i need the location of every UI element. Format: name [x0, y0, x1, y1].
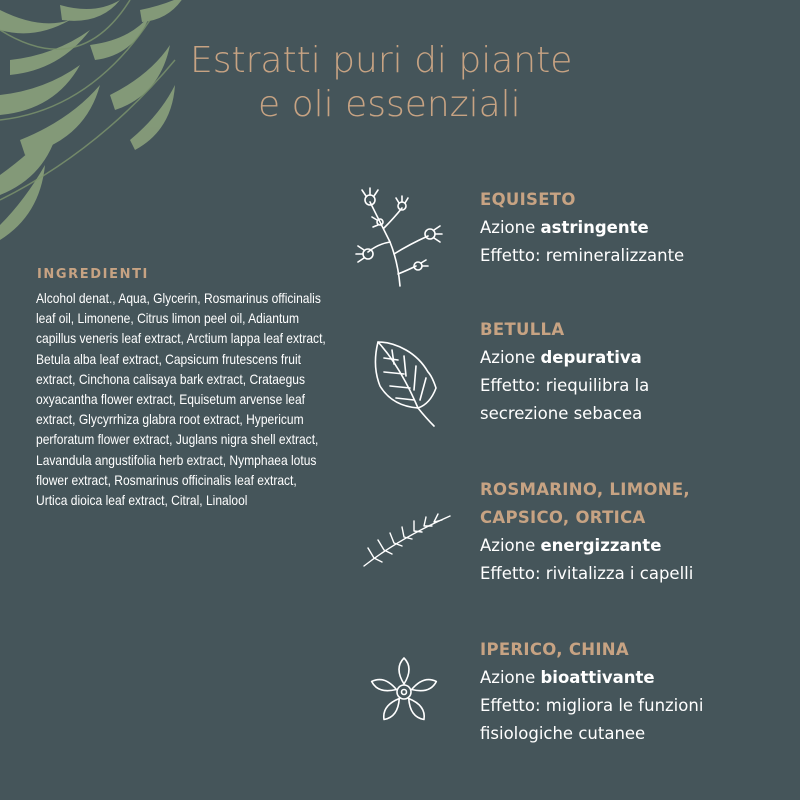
plant-action: Azione astringente — [480, 218, 649, 237]
plant-name: BETULLA — [480, 320, 565, 339]
rosemary-sprig-icon — [360, 508, 454, 570]
plant-action: Azione bioattivante — [480, 668, 655, 687]
plant-name: CAPSICO, ORTICA — [480, 508, 646, 527]
plant-name: EQUISETO — [480, 190, 576, 209]
plant-action-value: astringente — [540, 218, 649, 237]
plant-effect: Effetto: remineralizzante — [480, 246, 685, 265]
plant-effect: Effetto: migliora le funzioni — [480, 696, 704, 715]
ingredients-label: INGREDIENTI — [37, 267, 149, 282]
flower-icon — [366, 654, 442, 730]
plant-name: ROSMARINO, LIMONE, — [480, 480, 690, 499]
page-title-line-2: e oli essenziali — [258, 84, 521, 125]
plant-item-betulla — [480, 316, 790, 428]
plant-action-value: energizzante — [540, 536, 662, 555]
plant-item-iperico — [480, 636, 790, 748]
plant-effect: Effetto: riequilibra la — [480, 376, 650, 395]
plant-effect: Effetto: rivitalizza i capelli — [480, 564, 694, 583]
plant-item-equiseto — [480, 186, 790, 270]
flowering-plant-icon — [350, 182, 446, 290]
plant-effect: secrezione sebacea — [480, 404, 643, 423]
plant-effect: fisiologiche cutanee — [480, 724, 646, 743]
plant-item-rosmarino — [480, 476, 790, 588]
plant-name: IPERICO, CHINA — [480, 640, 629, 659]
decorative-leaves-icon — [0, 0, 200, 260]
page-title-line-1: Estratti puri di piante — [190, 40, 573, 81]
plant-action: Azione energizzante — [480, 536, 662, 555]
ingredients-text: Alcohol denat., Aqua, Glycerin, Rosmarinus officinalis leaf oil, Limonene, Citrus limon peel oil, Adiantum capillus veneris leaf extract, Arctium lappa leaf extract, Betula alba leaf extract, Capsicum frutescens fruit extract, Cinchona calisaya bark extract, Crataegus oxyacantha flower extract, Equisetum arvense leaf extract, Glycyrrhiza glabra root extract, Hypericum perforatum flower extract, Juglans nigra shell extract, Lavandula angustifolia herb extract, Nymphaea lotus flower extract, Rosmarinus officinalis leaf extract, Urtica dioica leaf extract, Citral, Linalool — [36, 290, 326, 509]
birch-leaf-icon — [370, 336, 446, 428]
plant-action-value: bioattivante — [540, 668, 655, 687]
plant-action-value: depurativa — [540, 348, 642, 367]
plant-action: Azione depurativa — [480, 348, 642, 367]
